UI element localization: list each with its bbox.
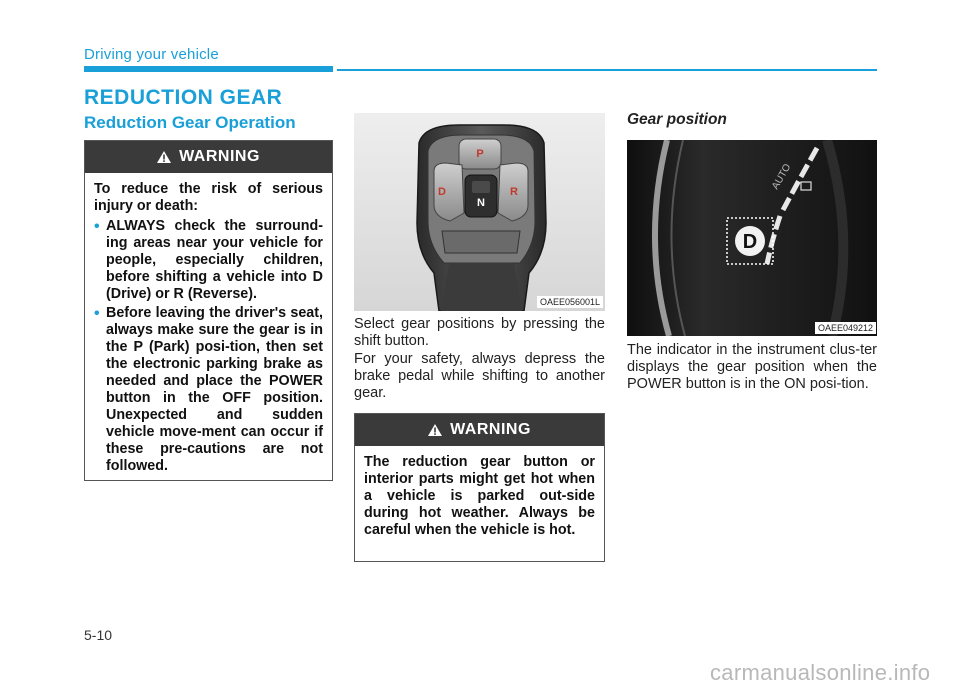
gear-position-title: Gear position [627,111,727,128]
gear-indicator-letter: D [742,231,758,253]
warning-bullet [94,218,323,303]
shift-button-figure [354,113,605,311]
section-title: REDUCTION GEAR [84,86,283,109]
header-rule-thin [337,69,877,71]
body-paragraph: The indicator in the instrument clus-ter displays the gear position when the POWER button is in the ON posi-tion. [627,342,877,392]
warning-bullet-text: ALWAYS check the surround-ing areas near your vehicle for people, especially children, before shifting a vehicle into D (Drive) or R (Reverse). [106,218,323,302]
instrument-cluster-figure [627,140,877,336]
warning-triangle-icon [428,424,442,436]
page-number: 5-10 [84,627,113,643]
warning-heading: WARNING [179,148,260,165]
warning-bullet-list [94,218,323,475]
body-paragraph: For your safety, always depress the brake pedal while shifting to another gear. [354,351,605,401]
warning-box-risk [84,140,333,481]
warning-header [355,414,604,446]
auto-label: AUTO [770,162,794,192]
park-button-label: P [476,148,484,160]
warning-header [85,141,332,173]
warning-box-hot [354,413,605,562]
watermark: carmanualsonline.info [710,660,931,685]
bullet-dot-icon: • [94,305,100,322]
warning-triangle-icon [157,151,171,163]
body-paragraph: Select gear positions by pressing the shift button. [354,316,605,349]
drive-button-label: D [438,186,446,198]
cluster-illustration [627,140,877,336]
figure-code: OAEE049212 [815,322,876,334]
reverse-button-label: R [510,186,518,198]
warning-heading: WARNING [450,421,531,438]
warning-text: The reduction gear button or interior parts might get hot when a vehicle is parked out-side during hot weather. Always be careful when the vehicle is hot. [364,454,595,538]
section-label: Driving your vehicle [84,46,219,63]
shift-console-illustration [354,113,605,311]
warning-bullet [94,305,323,475]
subsection-title: Reduction Gear Operation [84,113,296,132]
bullet-dot-icon: • [94,218,100,235]
warning-intro: To reduce the risk of serious injury or death: [94,181,323,214]
header-rule-thick [84,66,333,72]
figure-code: OAEE056001L [537,296,603,308]
warning-body [355,446,604,539]
warning-body [85,173,332,475]
warning-bullet-text: Before leaving the driver's seat, always make sure the gear is in the P (Park) posi-tion, then set the electronic parking brake as needed and place the POWER button in the OFF position. Unexpected and sudden vehicle move-ment can occur if these pre-cautions are not followed. [106,305,323,474]
neutral-button-label: N [477,197,485,209]
